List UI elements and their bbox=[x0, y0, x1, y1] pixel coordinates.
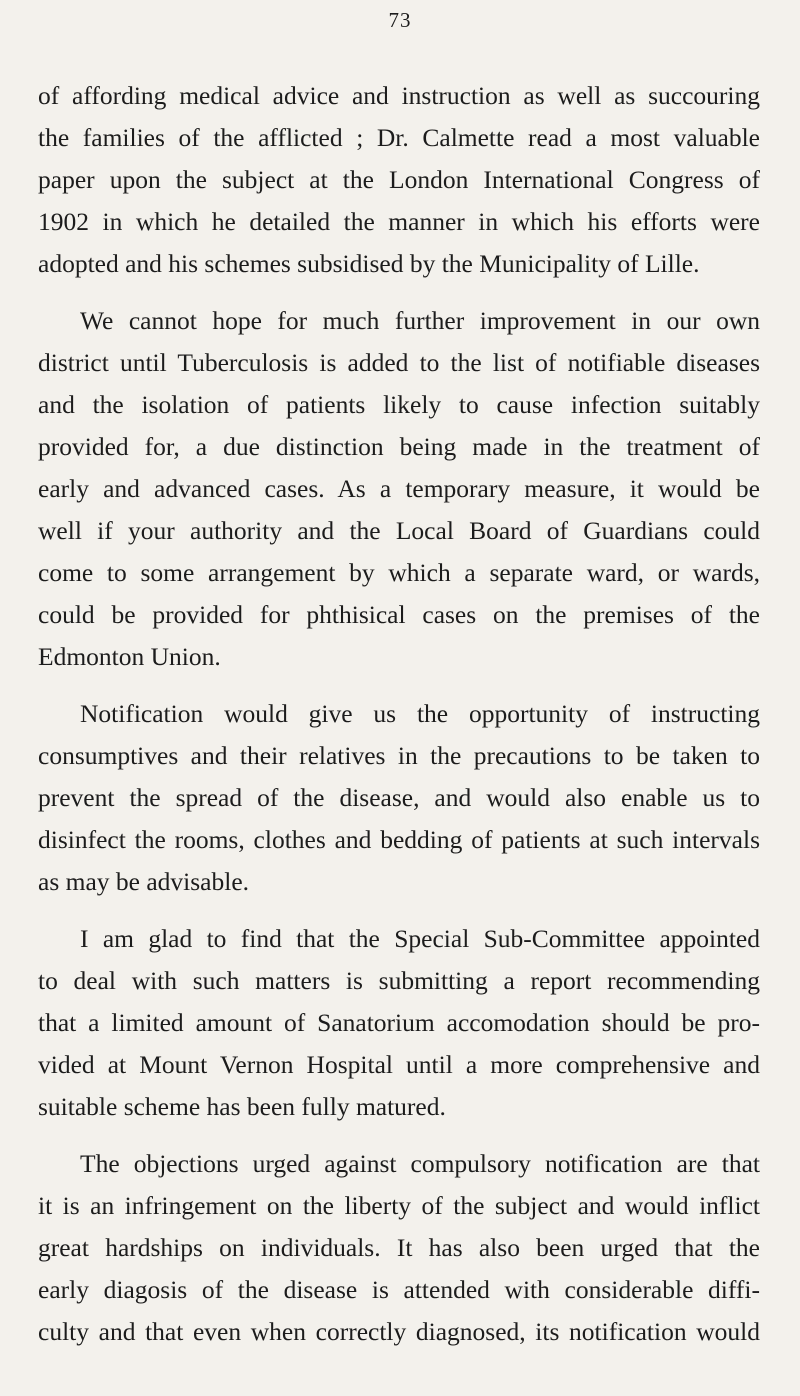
text-line: come to some arrangement by which a separate ward, or wards, bbox=[38, 558, 760, 587]
text-line: We cannot hope for much further improvement in our own bbox=[80, 306, 760, 335]
text-line: of affording medical advice and instruction as well as succouring bbox=[38, 81, 760, 110]
text-line: well if your authority and the Local Board of Guardians could bbox=[38, 516, 760, 545]
text-line: Edmonton Union. bbox=[38, 642, 221, 671]
text-line: early and advanced cases. As a temporary measure, it would be bbox=[38, 474, 760, 503]
text-line: vided at Mount Vernon Hospital until a more comprehensive and bbox=[38, 1050, 760, 1079]
text-line: to deal with such matters is submitting a report recommending bbox=[38, 966, 760, 995]
text-line: The objections urged against compulsory notification are that bbox=[80, 1149, 760, 1178]
text-line: adopted and his schemes subsidised by the Municipality of Lille. bbox=[38, 249, 700, 278]
text-line: great hardships on individuals. It has also been urged that the bbox=[38, 1233, 760, 1262]
text-line: it is an infringement on the liberty of the subject and would inflict bbox=[38, 1191, 760, 1220]
text-line: disinfect the rooms, clothes and bedding of patients at such intervals bbox=[38, 825, 760, 854]
text-line: and the isolation of patients likely to cause infection suitably bbox=[38, 390, 760, 419]
text-line: as may be advisable. bbox=[38, 867, 250, 896]
text-line: Notification would give us the opportunity of instructing bbox=[80, 699, 760, 728]
text-line: that a limited amount of Sanatorium accomodation should be pro- bbox=[38, 1008, 760, 1037]
text-line: early diagosis of the disease is attended with considerable diffi- bbox=[38, 1275, 760, 1304]
text-line: paper upon the subject at the London International Congress of bbox=[38, 165, 760, 194]
text-line: consumptives and their relatives in the precautions to be taken to bbox=[38, 741, 760, 770]
text-line: suitable scheme has been fully matured. bbox=[38, 1092, 446, 1121]
text-line: the families of the afflicted ; Dr. Calmette read a most valuable bbox=[38, 123, 760, 152]
text-line: provided for, a due distinction being made in the treatment of bbox=[38, 432, 760, 461]
page-number: 73 bbox=[388, 8, 412, 32]
text-line: prevent the spread of the disease, and would also enable us to bbox=[38, 783, 760, 812]
text-line: could be provided for phthisical cases on the premises of the bbox=[38, 600, 760, 629]
text-line: culty and that even when correctly diagnosed, its notification would bbox=[38, 1317, 760, 1346]
text-line: district until Tuberculosis is added to the list of notifiable diseases bbox=[38, 348, 760, 377]
text-line: 1902 in which he detailed the manner in which his efforts were bbox=[38, 207, 760, 236]
text-line: I am glad to find that the Special Sub-Committee appointed bbox=[80, 924, 760, 953]
